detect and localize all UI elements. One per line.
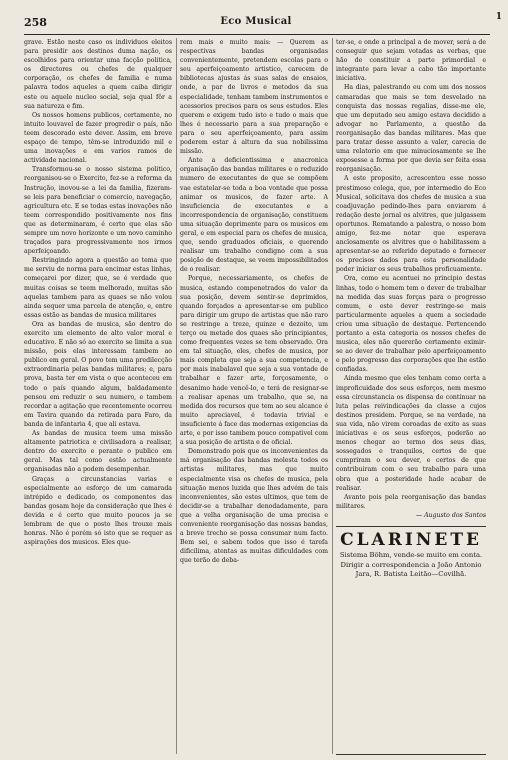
page-number: 258 (24, 16, 47, 29)
ad-bottom-rule (336, 754, 486, 755)
paragraph: Ante a deficientissima e anacronica organisação das bandas militares e o reduzido numero de executantes de que se compõem vae estatelar-se toda a boa vontade que possa animar os musicos, de fazer arte. A insuficiencia de executantes e a incorrespondencia de organisação, constituem uma situação deprimente para os musicos em geral, e em especial para os chefes de musica, que, sendo graduados oficiais, e querendo realisar um trabalho condigno com a sua posição de destaque, se veem impossibilitados de o realisar. (180, 157, 328, 274)
paragraph: Ora, como eu acentuei no principio destas linhas, todo o homem tem o dever de trabalhar na medida das suas forças para o progresso comum, e este dever restringe-se mais particularmente aqueles a quem a sociedade criou uma situação de destaque. Pertencendo portanto a esta categoria os nossos chefes de musica, eles não quererão certamente eximir-se ao dever de trabalhar pelo aperfeiçoamento e pelo progresso das corporações que lhe estão confiadas. (336, 275, 486, 374)
paragraph: Avante pois pela reorganisação das bandas militares. (336, 493, 486, 510)
column-divider (176, 38, 177, 754)
header-rule (24, 34, 490, 35)
column-divider (332, 38, 333, 754)
ad-text: Sistema Böhm, vende-se muito em conta. Dirigir a correspondencia a João Antonio Jara, R. Batista Leitão—Covilhã. (339, 550, 483, 579)
paragraph: Ora as bandas de musica, são dentro do exercito um elemento de alto valor moral e educativo. E não só ao exercito se limita a sua missão, pois elas interessam tambem ao publico em geral. O povo tem uma predilecção extraordinaria pelas bandas militares; e, para prova, basta ter em vista o que aconteceu em todo o país quando algum, baldadamente pensou em reduzir o seu numero, e tambem recordar a agitação que recentemente ocorreu em Tavira quando da retirada para Faro, da banda de infantaria 4, que ali estava. (24, 320, 172, 428)
page-title: Eco Musical (220, 16, 292, 27)
column-2 (180, 38, 328, 754)
paragraph: Os nossos homens publicos, certamente, no intuito louvavel de fazer progredir o país, não teem descorado este dever. Assim, em breve espaço de tempo, têm-se introduzido mil e uma inovações e em varios ramos de actividade nacional. (24, 111, 172, 165)
paragraph: grave. Estão neste caso os individuos eleitos para presidir aos destinos duma nação, os escolhidos para orientar uma facção politica, os directores ou chefes de qualquer corporação, os chefes de familia e numa palavra todos aqueles a quem caiba dirigir este ou aquele nucleo social, seja qual fôr a sua natureza e fim. (24, 39, 172, 110)
classified-ad (336, 526, 486, 580)
paragraph: As bandas de musica teem uma missão altamente patriotica e civilisadora a realisar, dentro do exercito e perante o publico em geral. Mas tal como estão actualmente organisadas não a podem desempenhar. (24, 430, 172, 474)
paragraph: Ha dias, palestrando eu com um dos nossos camaradas que mais se tem desvelado na conquista das nossas regalias, disse-me ele, que um deputado seu amigo estava decidido a advogar no Parlamento, a questão da reorganisação das bandas militares. Mas que para tratar desse assunto a valer, carecia de uma relatorio em que minuciosamente se lhe exposesse a forma por que devia ser feita essa reorganisação. (336, 84, 486, 174)
corner-mark: 1 (495, 12, 502, 22)
paragraph: Demonstrado pois que os inconvenientes da má organisação das bandas molesta todos os artistas militares, mas que muito especialmente visa os chefes de musica, pela situação menos luzida que lhes advém de tais inconvenientes, são estes ultimos, que tem de decidir-se a trabalhar denodadamente, para que a velha organisação de uma precisa e conveniente reorganisação das nossas bandas, a breve trecho se possa consumar num facto. Bem sei, e sabem todos que isso é tarefa dificilima, atentas as muitas dificuldades com que terão de deba- (180, 448, 328, 565)
paragraph: Restringindo agora a questão ao tema que me serviu de norma para encimar estas linhas, começarei por dizer, que, se é verdade que muitas coisas se teem melhorado, muitas são aquelas tambem para as quaes se não volou ainda sequer uma parcela de atenção, e, entre essas estão as bandas de musica militares (24, 257, 172, 319)
paragraph: A este proposito, acrescentou esse nosso prestimoso colega, que, por intermedio do Eco Musical, solicitava dos chefes de musica a sua coadjuvação pedindo-lhes para enviarem á redação deste jornal os alvitres, que julgassem oportunos. Rematando a palestra, o nosso bom amigo, fez-me notar que esperava ancïosamente os alvitres que o habilitassem a apresentar-se ao referido deputado e fornecer os precisos dados para esta personalidade poder iniciar os seus trabalhos proficuamente. (336, 175, 486, 274)
ad-title: CLARINETE (340, 529, 482, 550)
column-3 (336, 38, 486, 754)
paragraph: Transformou-se o nosso sistema politico, reorganisou-se o Exercito, fez-se a reforma da Instrução, inovou-se a lei da familia, fizeram-se leis para beneficiar o comercio, navegação, agricultura etc. E se todas estas inovações não teem correspondido positivamente nos fins que as determinaram, é certo que elas são sempre um novo horizonte e um novo caminho traçados para progressivamente nos irmos aperfeiçoando. (24, 166, 172, 256)
paragraph: rem mais e muito mais: — Querem as respectivas bandas organisadas convenientemente, pretendem escolas para o seu aperfeiçoamento artistico, carecem de bibliotecas ajustas ás suas salas de ensaios, onde, a par de livros e metodos da sua especialidade, tenham tambem instrumentos e acessorios precisos para os seus estudos. Eles querem e exigem tudo isto e tudo o mais que lhes é necessario para a sua preparação e para o seu aperfeiçoamento, para assim poderem estar á altura da sua nobilissima missão. (180, 39, 328, 156)
paragraph: ter-se, e onde a principal a de mover, será a de conseguir que sejam votadas as verbas, que hão de constituir a parte primordial e integrante para levar a cabo tão importante iniciativa. (336, 39, 486, 83)
page-header (24, 16, 488, 34)
author-signature: — Augusto dos Santos (415, 511, 486, 519)
paragraph: Graças a circunstancias varias e especialmente ao esforço de um camarada intrépido e dedicado, os componentes das bandas gosam hoje da consideração que lhes é devida e é certo que muito poucos ja se lembram de que o posto lhes trouxe mais honras. Não é porém só isto que se requer as aspirações dos musicos. Eles que- (24, 475, 172, 547)
paragraph: Porque, necessariamente, os chefes de musica, estando compenetrados do valor da sua posição, devem sentir-se deprimidos, quando forçados a apresentar-se em publico para dirigir um grupo de artistas que não raro se restringe a treze, quinze e dezoito, um terço ou metade dos quaes são principiantes, como frequentes vezes se tem observado. Ora em tal situação, eles, chefes de musica, por mais completa que seja a sua competencia, e por mais inabalavel que seja a sua vontade de trabalhar e fazer arte, forçosamente, o desanimo hade vencê-lo, e terá de resignar-se a realisar apenas um trabalho, que se, na medida dos recursos que tem ao seu alcance é muito apreciavel, é todavia trivial e insuficiente á face das modernas exigencias da arte, e por isso tambem pouco compativel com a sua posição de artista e de oficial. (180, 275, 328, 447)
paragraph: Ainda mesmo que eles tenham como certa a improficuidade dos seus esforços, nem mesmo essa circunstancia os dispensa de continuar na luta pelas reivindicações da classe a cujos destinos presidem. Porque, se na verdade, na sua vida, não virem coroadas de exito as suas iniciativas e os seus esforços, poderão ao menos chegar ao termo dos seus dias, sossegados e tranquilos, certos de que cumpriram o seu dever, e certos de que contribuiram com o seu trabalho para uma obra que a posteridade hade acabar de realisar. (336, 375, 486, 492)
column-1 (24, 38, 172, 754)
